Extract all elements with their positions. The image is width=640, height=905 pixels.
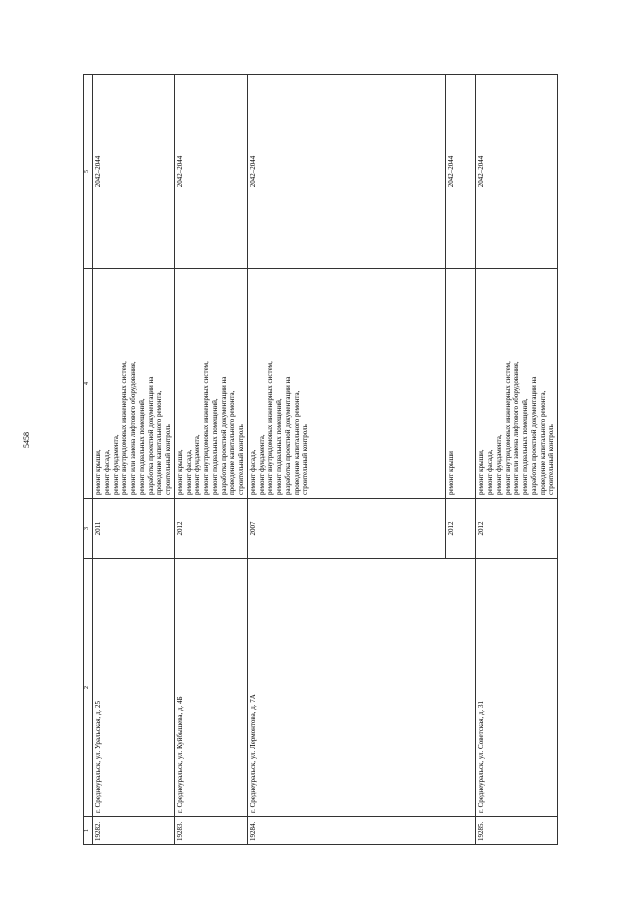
table-row	[247, 75, 476, 845]
work-item: ремонт подвальных помещений,	[521, 398, 529, 495]
row-year-a: 2007	[248, 499, 447, 558]
row-year: 2011	[93, 499, 175, 559]
row-period-a: 2042–2044	[248, 75, 447, 268]
row-year-split	[247, 499, 476, 559]
row-address: г. Среднеуральск, ул. Лермонтова, д. 7А	[247, 559, 476, 817]
work-item: строительный контроль	[237, 424, 245, 495]
work-item: строительный контроль	[301, 424, 310, 495]
row-year-b: 2012	[447, 521, 456, 536]
repair-schedule-table	[83, 74, 558, 845]
work-item: ремонт крыши,	[94, 449, 102, 495]
row-year: 2012	[476, 499, 558, 559]
table-row	[476, 75, 558, 845]
work-item: ремонт фасада,	[248, 449, 257, 495]
row-period: 2042–2044	[93, 75, 175, 269]
work-item: строительный контроль	[547, 424, 556, 495]
row-works-b: ремонт крыши	[447, 451, 456, 495]
table-row	[174, 75, 247, 845]
row-works	[476, 269, 558, 499]
row-address: г. Среднеуральск, ул. Куйбышева, д. 4Б	[174, 559, 247, 817]
work-item: ремонт или замена лифтового оборудования,	[512, 361, 521, 495]
work-item: ремонт фундамента,	[494, 434, 503, 495]
work-item: ремонт подвальных помещений,	[275, 398, 283, 495]
row-year: 2012	[174, 499, 247, 559]
rotated-table-sheet	[83, 75, 558, 845]
work-item: ремонт крыши,	[477, 449, 486, 495]
header-col-3: 3	[84, 499, 93, 559]
header-col-1: 1	[84, 817, 93, 845]
work-item: строительный контроль	[164, 424, 172, 495]
work-item: ремонт фундамента,	[111, 434, 120, 495]
work-item: ремонт фасада,	[102, 449, 111, 495]
row-number: 19285.	[476, 817, 558, 845]
work-item: ремонт фундамента,	[257, 434, 266, 495]
header-row	[84, 75, 93, 845]
row-number: 19283.	[174, 817, 247, 845]
work-item: проведение капитального ремонта,	[228, 390, 237, 495]
work-item: ремонт внутридомовых инженерных систем,	[503, 361, 512, 495]
row-address: г. Среднеуральск, ул. Уральская, д. 25	[93, 559, 175, 817]
work-item: проведение капитального ремонта,	[155, 390, 164, 495]
work-item: ремонт внутридомовых инженерных систем,	[266, 361, 275, 495]
work-item: ремонт фасада,	[184, 449, 193, 495]
row-period-split	[247, 75, 476, 269]
row-works-split	[247, 269, 476, 499]
row-works	[174, 269, 247, 499]
row-number: 19282.	[93, 817, 175, 845]
work-item: ремонт фундамента,	[193, 434, 202, 495]
work-item: ремонт подвальных помещений,	[137, 398, 146, 495]
work-item: разработка проектной документации на	[219, 376, 228, 495]
row-works	[93, 269, 175, 499]
work-item: разработка проектной документации на	[283, 376, 292, 495]
row-number: 19284.	[247, 817, 476, 845]
row-works-a	[248, 269, 447, 498]
table-row	[93, 75, 175, 845]
work-item: разработка проектной документации на	[146, 376, 155, 495]
work-item: проведение капитального ремонта,	[538, 390, 547, 495]
work-item: ремонт или замена лифтового оборудования,	[129, 361, 137, 495]
row-period-b: 2042–2044	[447, 155, 456, 188]
work-item: ремонт подвальных помещений,	[210, 398, 219, 495]
header-col-5: 5	[84, 75, 93, 269]
work-item: разработка проектной документации на	[529, 376, 538, 495]
row-address: г. Среднеуральск, ул. Советская, д. 31	[476, 559, 558, 817]
work-item: ремонт внутридомовых инженерных систем,	[120, 361, 129, 495]
work-item: ремонт внутридомовых инженерных систем,	[202, 361, 210, 495]
row-period: 2042–2044	[174, 75, 247, 269]
row-period: 2042–2044	[476, 75, 558, 269]
work-item: ремонт крыши,	[175, 449, 184, 495]
header-col-2: 2	[84, 559, 93, 817]
header-col-4: 4	[84, 269, 93, 499]
work-item: проведение капитального ремонта,	[292, 390, 301, 495]
page-number: 5458	[22, 432, 31, 448]
work-item: ремонт фасада,	[486, 449, 494, 495]
